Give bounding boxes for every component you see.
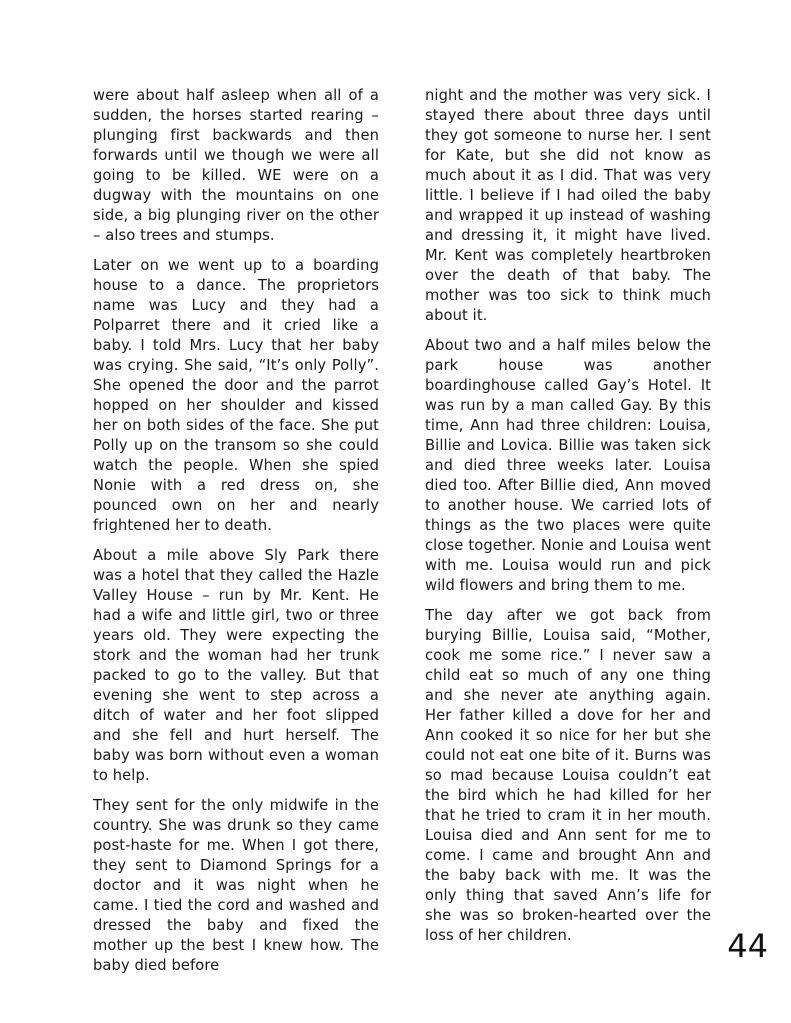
page-content — [93, 86, 711, 976]
paragraph: night and the mother was very sick. I stayed there about three days until they got someone to nurse her. I sent for Kate, but she did not know as much about it as I did. That was very little. I believe if I had oiled the baby and wrapped it up instead of washing and dressing it, it might have lived. Mr. Kent was completely heartbroken over the death of that baby. The mother was too sick to think much about it. — [425, 87, 711, 324]
paragraph: were about half asleep when all of a sudden, the horses started rearing – plunging first backwards and then forwards until we though we were all going to be killed. WE were on a dugway with the mountains on one side, a big plunging river on the other – also trees and stumps. — [93, 87, 379, 244]
paragraph: They sent for the only midwife in the country. She was drunk so they came post-haste for me. When I got there, they sent to Diamond Springs for a doctor and it was night when he came. I tied the cord and washed and dressed the baby and fixed the mother up the best I knew how. The baby died before — [93, 797, 379, 974]
paragraph: The day after we got back from burying Billie, Louisa said, “Mother, cook me some rice.” I never saw a child eat so much of any one thing and she never ate anything again. Her father killed a dove for her and Ann cooked it so nice for her but she could not eat one bite of it. Burns was so mad because Louisa couldn’t eat the bird which he had killed for her that he tried to cram it in her mouth. Louisa died and Ann sent for me to come. I came and brought Ann and the baby back with me. It was the only thing that saved Ann’s life for she was so broken-hearted over the loss of her children. — [425, 607, 711, 944]
paragraph: About a mile above Sly Park there was a hotel that they called the Hazle Valley House – run by Mr. Kent. He had a wife and little girl, two or three years old. They were expecting the stork and the woman had her trunk packed to go to the valley. But that evening she went to step across a ditch of water and her foot slipped and she fell and hurt herself. The baby was born without even a woman to help. — [93, 547, 379, 784]
paragraph: About two and a half miles below the park house was another boardinghouse called Gay’s Hotel. It was run by a man called Gay. By this time, Ann had three children: Louisa, Billie and Lovica. Billie was taken sick and died three weeks later. Louisa died too. After Billie died, Ann moved to another house. We carried lots of things as the two places were quite close together. Nonie and Louisa went with me. Louisa would run and pick wild flowers and bring them to me. — [425, 337, 711, 594]
paragraph: Later on we went up to a boarding house to a dance. The proprietors name was Lucy and they had a Polparret there and it cried like a baby. I told Mrs. Lucy that her baby was crying. She said, “It’s only Polly”. She opened the door and the parrot hopped on her shoulder and kissed her on both sides of the face. She put Polly up on the transom so she could watch the people. When she spied Nonie with a red dress on, she pounced own on her and nearly frightened her to death. — [93, 257, 379, 534]
page-number: 44 — [727, 927, 768, 965]
text-column-right — [425, 86, 711, 976]
text-column-left — [93, 86, 379, 976]
